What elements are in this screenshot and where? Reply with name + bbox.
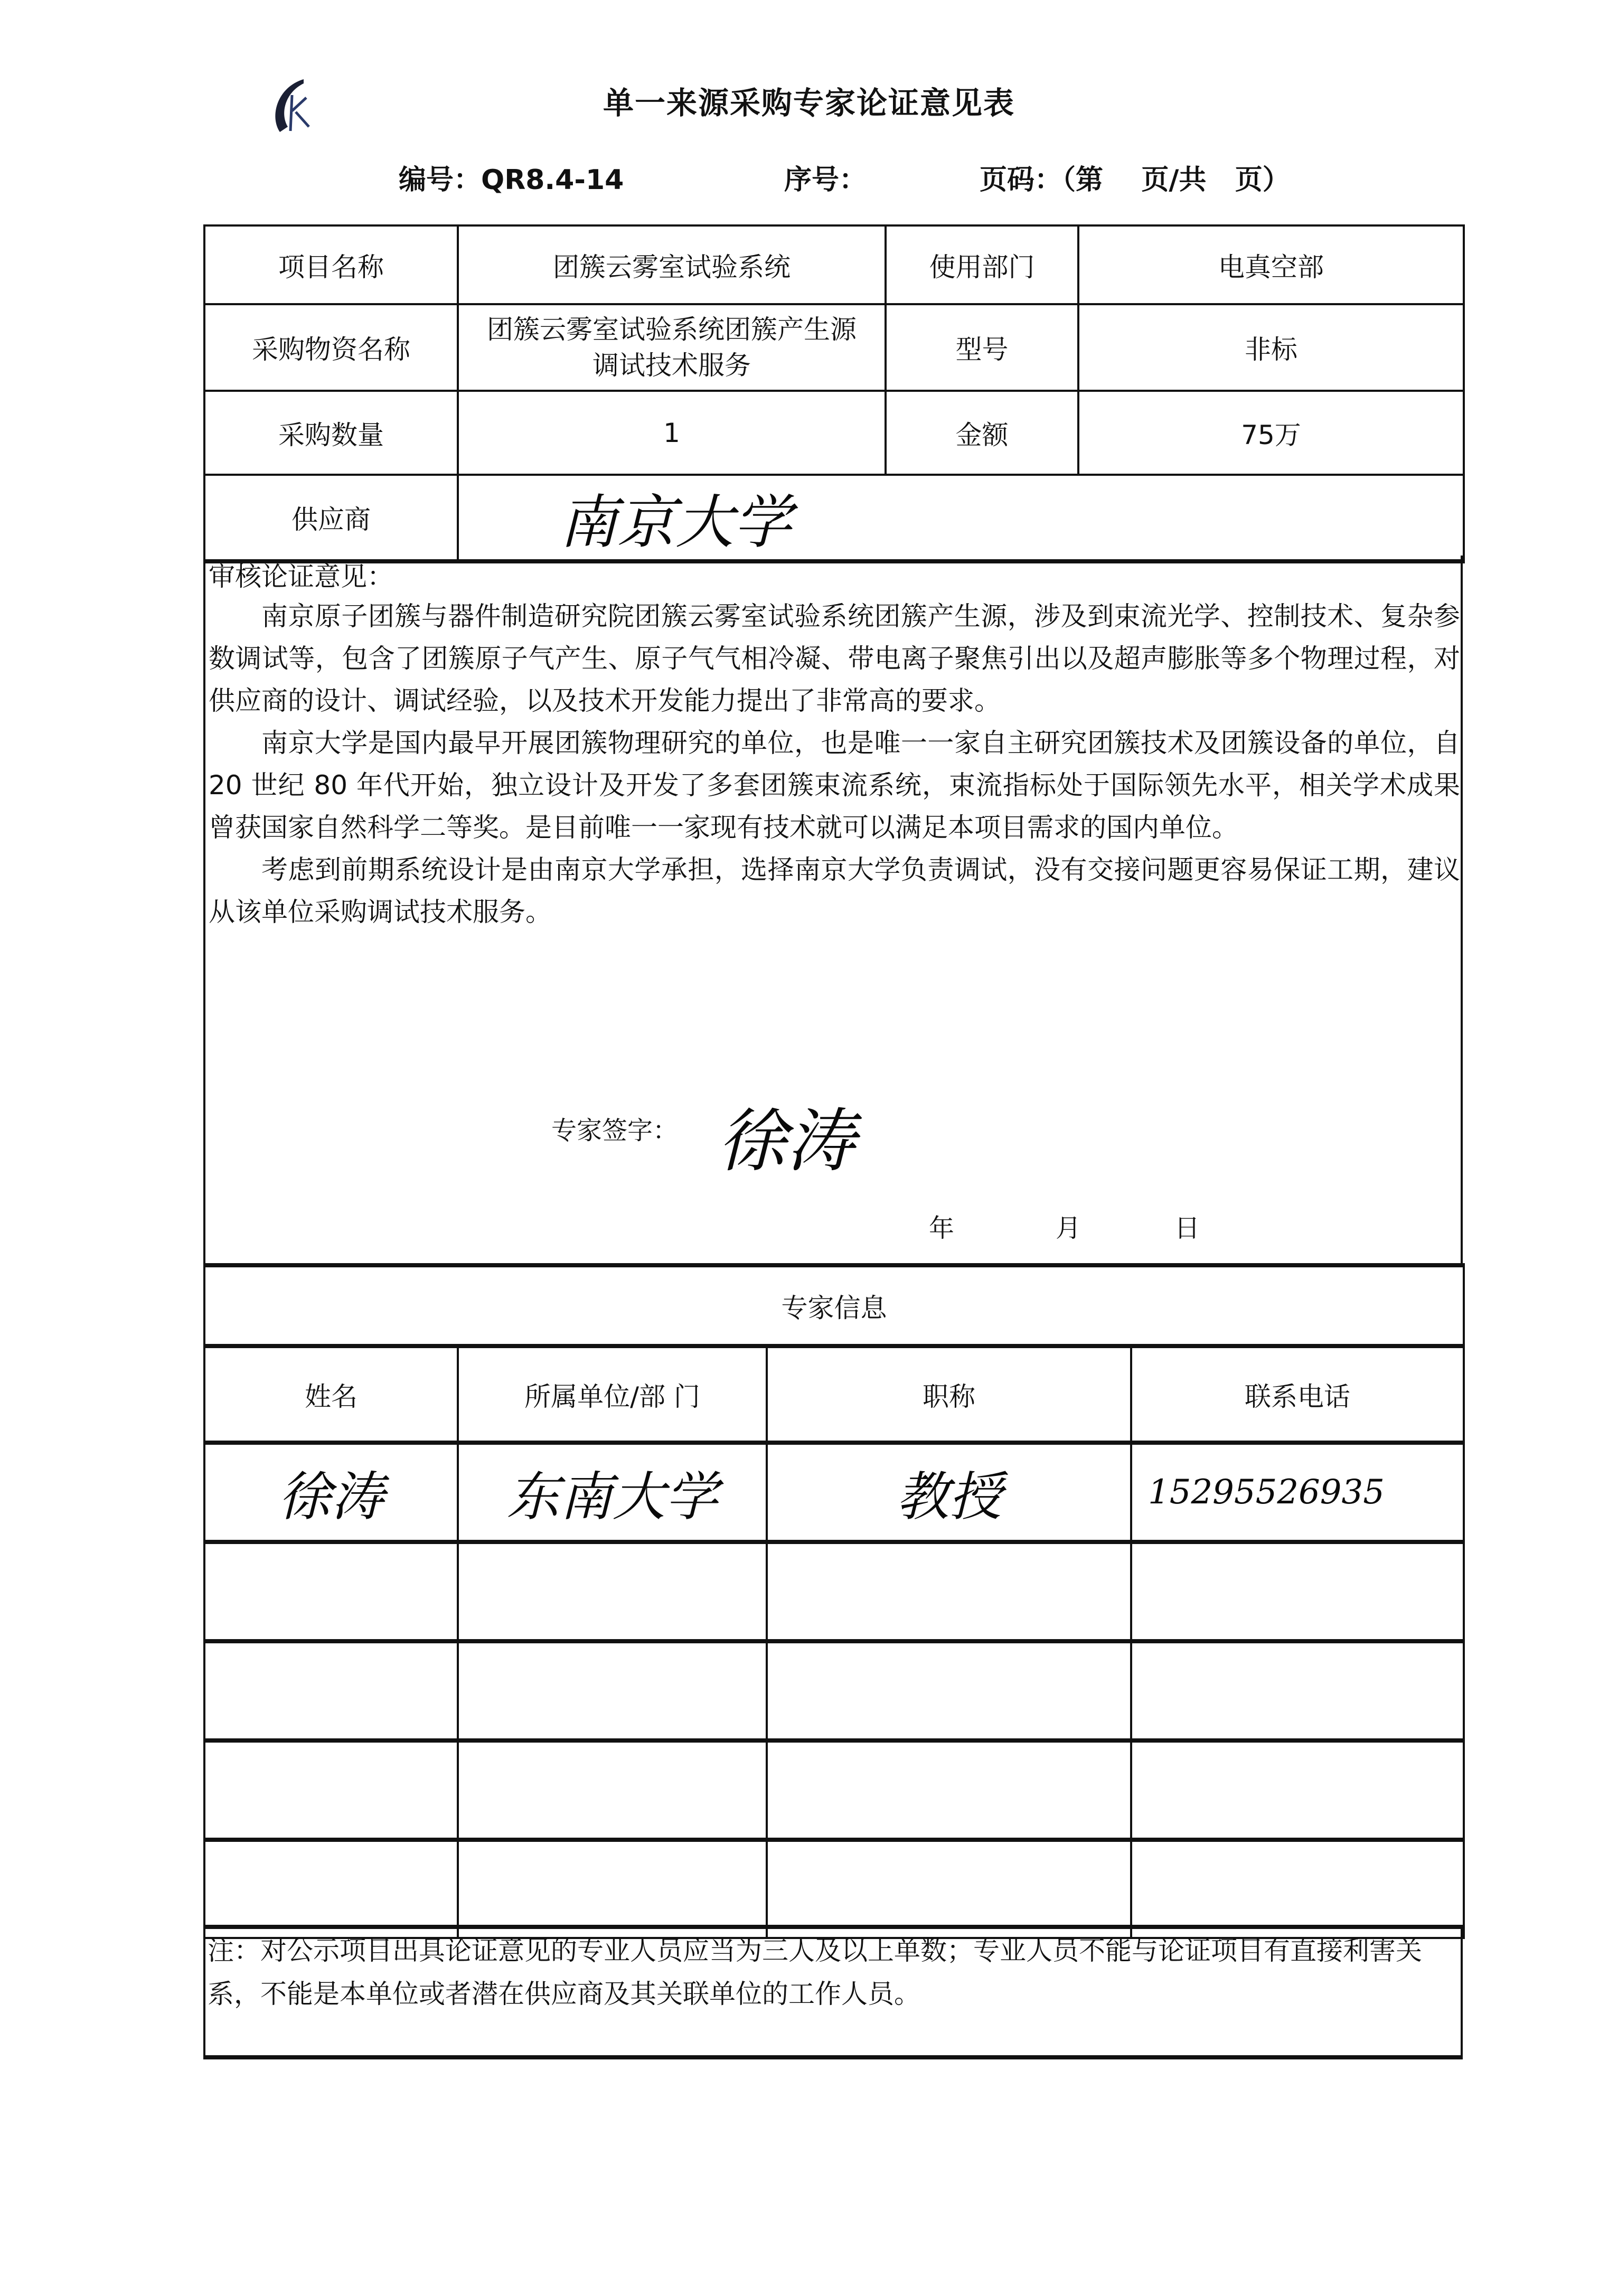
- material-label: 采购物资名称: [204, 304, 458, 391]
- project-info-table: [203, 224, 1465, 563]
- quantity-row: [204, 391, 1464, 475]
- column-header-unit: 所属单位/部 门: [458, 1346, 767, 1443]
- project-name-label: 项目名称: [204, 225, 458, 304]
- quantity-value[interactable]: 1: [458, 391, 886, 475]
- serial-number: 序号：: [784, 164, 867, 196]
- expert-unit-cell[interactable]: [458, 1542, 767, 1641]
- opinion-paragraph: 考虑到前期系统设计是由南京大学承担，选择南京大学负责调试，没有交接问题更容易保证工期，建议从该单位采购调试技术服务。: [209, 854, 1460, 927]
- expert-name-cell[interactable]: [204, 1542, 458, 1641]
- expert-row: [204, 1740, 1464, 1840]
- footnote: 注：对公示项目出具论证意见的专业人员应当为三人及以上单数；专业人员不能与论证项目有直接利害关系，不能是本单位或者潜在供应商及其关联单位的工作人员。: [203, 1925, 1463, 2059]
- expert-row: [204, 1840, 1464, 1938]
- expert-info-title: 专家信息: [204, 1265, 1464, 1346]
- page-number: 页码：（第 页/共 页）: [980, 164, 1290, 196]
- review-opinion-label: 审核论证意见：: [209, 561, 393, 592]
- expert-title-handwritten[interactable]: 教授: [767, 1443, 1131, 1542]
- expert-phone-cell[interactable]: [1131, 1740, 1464, 1840]
- date-month-label: 月: [1056, 1213, 1081, 1243]
- department-label: 使用部门: [886, 225, 1078, 304]
- expert-title-cell[interactable]: [767, 1740, 1131, 1840]
- supplier-label: 供应商: [204, 475, 458, 561]
- review-opinion-section: [203, 556, 1463, 1263]
- expert-header-row: [204, 1346, 1464, 1443]
- opinion-paragraph: 南京大学是国内最早开展团簇物理研究的单位，也是唯一一家自主研究团簇技术及团簇设备的单位，自 20 世纪 80 年代开始，独立设计及开发了多套团簇束流系统，束流指标处于国际领先水平，相关学术成果曾获国家自然科学二等奖。是目前唯一一家现有技术就可以满足本项目需求的国内单位。: [209, 728, 1460, 843]
- expert-name-cell[interactable]: [204, 1840, 458, 1938]
- model-label: 型号: [886, 304, 1078, 391]
- expert-unit-handwritten[interactable]: 东南大学: [458, 1443, 767, 1542]
- expert-unit-cell[interactable]: [458, 1641, 767, 1740]
- expert-row: [204, 1641, 1464, 1740]
- supplier-row: [204, 475, 1464, 561]
- expert-row: [204, 1443, 1464, 1542]
- expert-row: [204, 1542, 1464, 1641]
- expert-signature-label: 专家签字：: [551, 1116, 679, 1145]
- date-day-label: 日: [1174, 1213, 1200, 1243]
- expert-title-cell[interactable]: [767, 1641, 1131, 1740]
- expert-name-handwritten[interactable]: 徐涛: [204, 1443, 458, 1542]
- form-code: 编号：QR8.4-14: [399, 164, 624, 196]
- column-header-phone: 联系电话: [1131, 1346, 1464, 1443]
- project-name-row: [204, 225, 1464, 304]
- expert-signature-handwritten[interactable]: 徐涛: [718, 1101, 855, 1181]
- expert-phone-handwritten[interactable]: 15295526935: [1131, 1443, 1464, 1542]
- expert-unit-cell[interactable]: [458, 1740, 767, 1840]
- amount-value[interactable]: 75万: [1078, 391, 1464, 475]
- expert-phone-cell[interactable]: [1131, 1542, 1464, 1641]
- expert-info-title-row: [204, 1265, 1464, 1346]
- expert-title-cell[interactable]: [767, 1840, 1131, 1938]
- expert-unit-cell[interactable]: [458, 1840, 767, 1938]
- column-header-name: 姓名: [204, 1346, 458, 1443]
- expert-info-table: [203, 1263, 1465, 1939]
- department-value[interactable]: 电真空部: [1078, 225, 1464, 304]
- expert-name-cell[interactable]: [204, 1641, 458, 1740]
- supplier-value-handwritten[interactable]: 南京大学: [458, 475, 1464, 561]
- expert-title-cell[interactable]: [767, 1542, 1131, 1641]
- project-name-value[interactable]: 团簇云雾室试验系统: [458, 225, 886, 304]
- expert-phone-cell[interactable]: [1131, 1641, 1464, 1740]
- expert-name-cell[interactable]: [204, 1740, 458, 1840]
- date-year-label: 年: [929, 1213, 955, 1243]
- expert-phone-cell[interactable]: [1131, 1840, 1464, 1938]
- amount-label: 金额: [886, 391, 1078, 475]
- material-row: [204, 304, 1464, 391]
- column-header-title: 职称: [767, 1346, 1131, 1443]
- opinion-paragraph: 南京原子团簇与器件制造研究院团簇云雾室试验系统团簇产生源，涉及到束流光学、控制技术、复杂参数调试等，包含了团簇原子气产生、原子气气相冷凝、带电离子聚焦引出以及超声膨胀等多个物理过程，对供应商的设计、调试经验，以及技术开发能力提出了非常高的要求。: [209, 601, 1460, 716]
- material-value[interactable]: 团簇云雾室试验系统团簇产生源调试技术服务: [458, 304, 886, 391]
- quantity-label: 采购数量: [204, 391, 458, 475]
- form-title: 单一来源采购专家论证意见表: [603, 85, 1015, 121]
- model-value[interactable]: 非标: [1078, 304, 1464, 391]
